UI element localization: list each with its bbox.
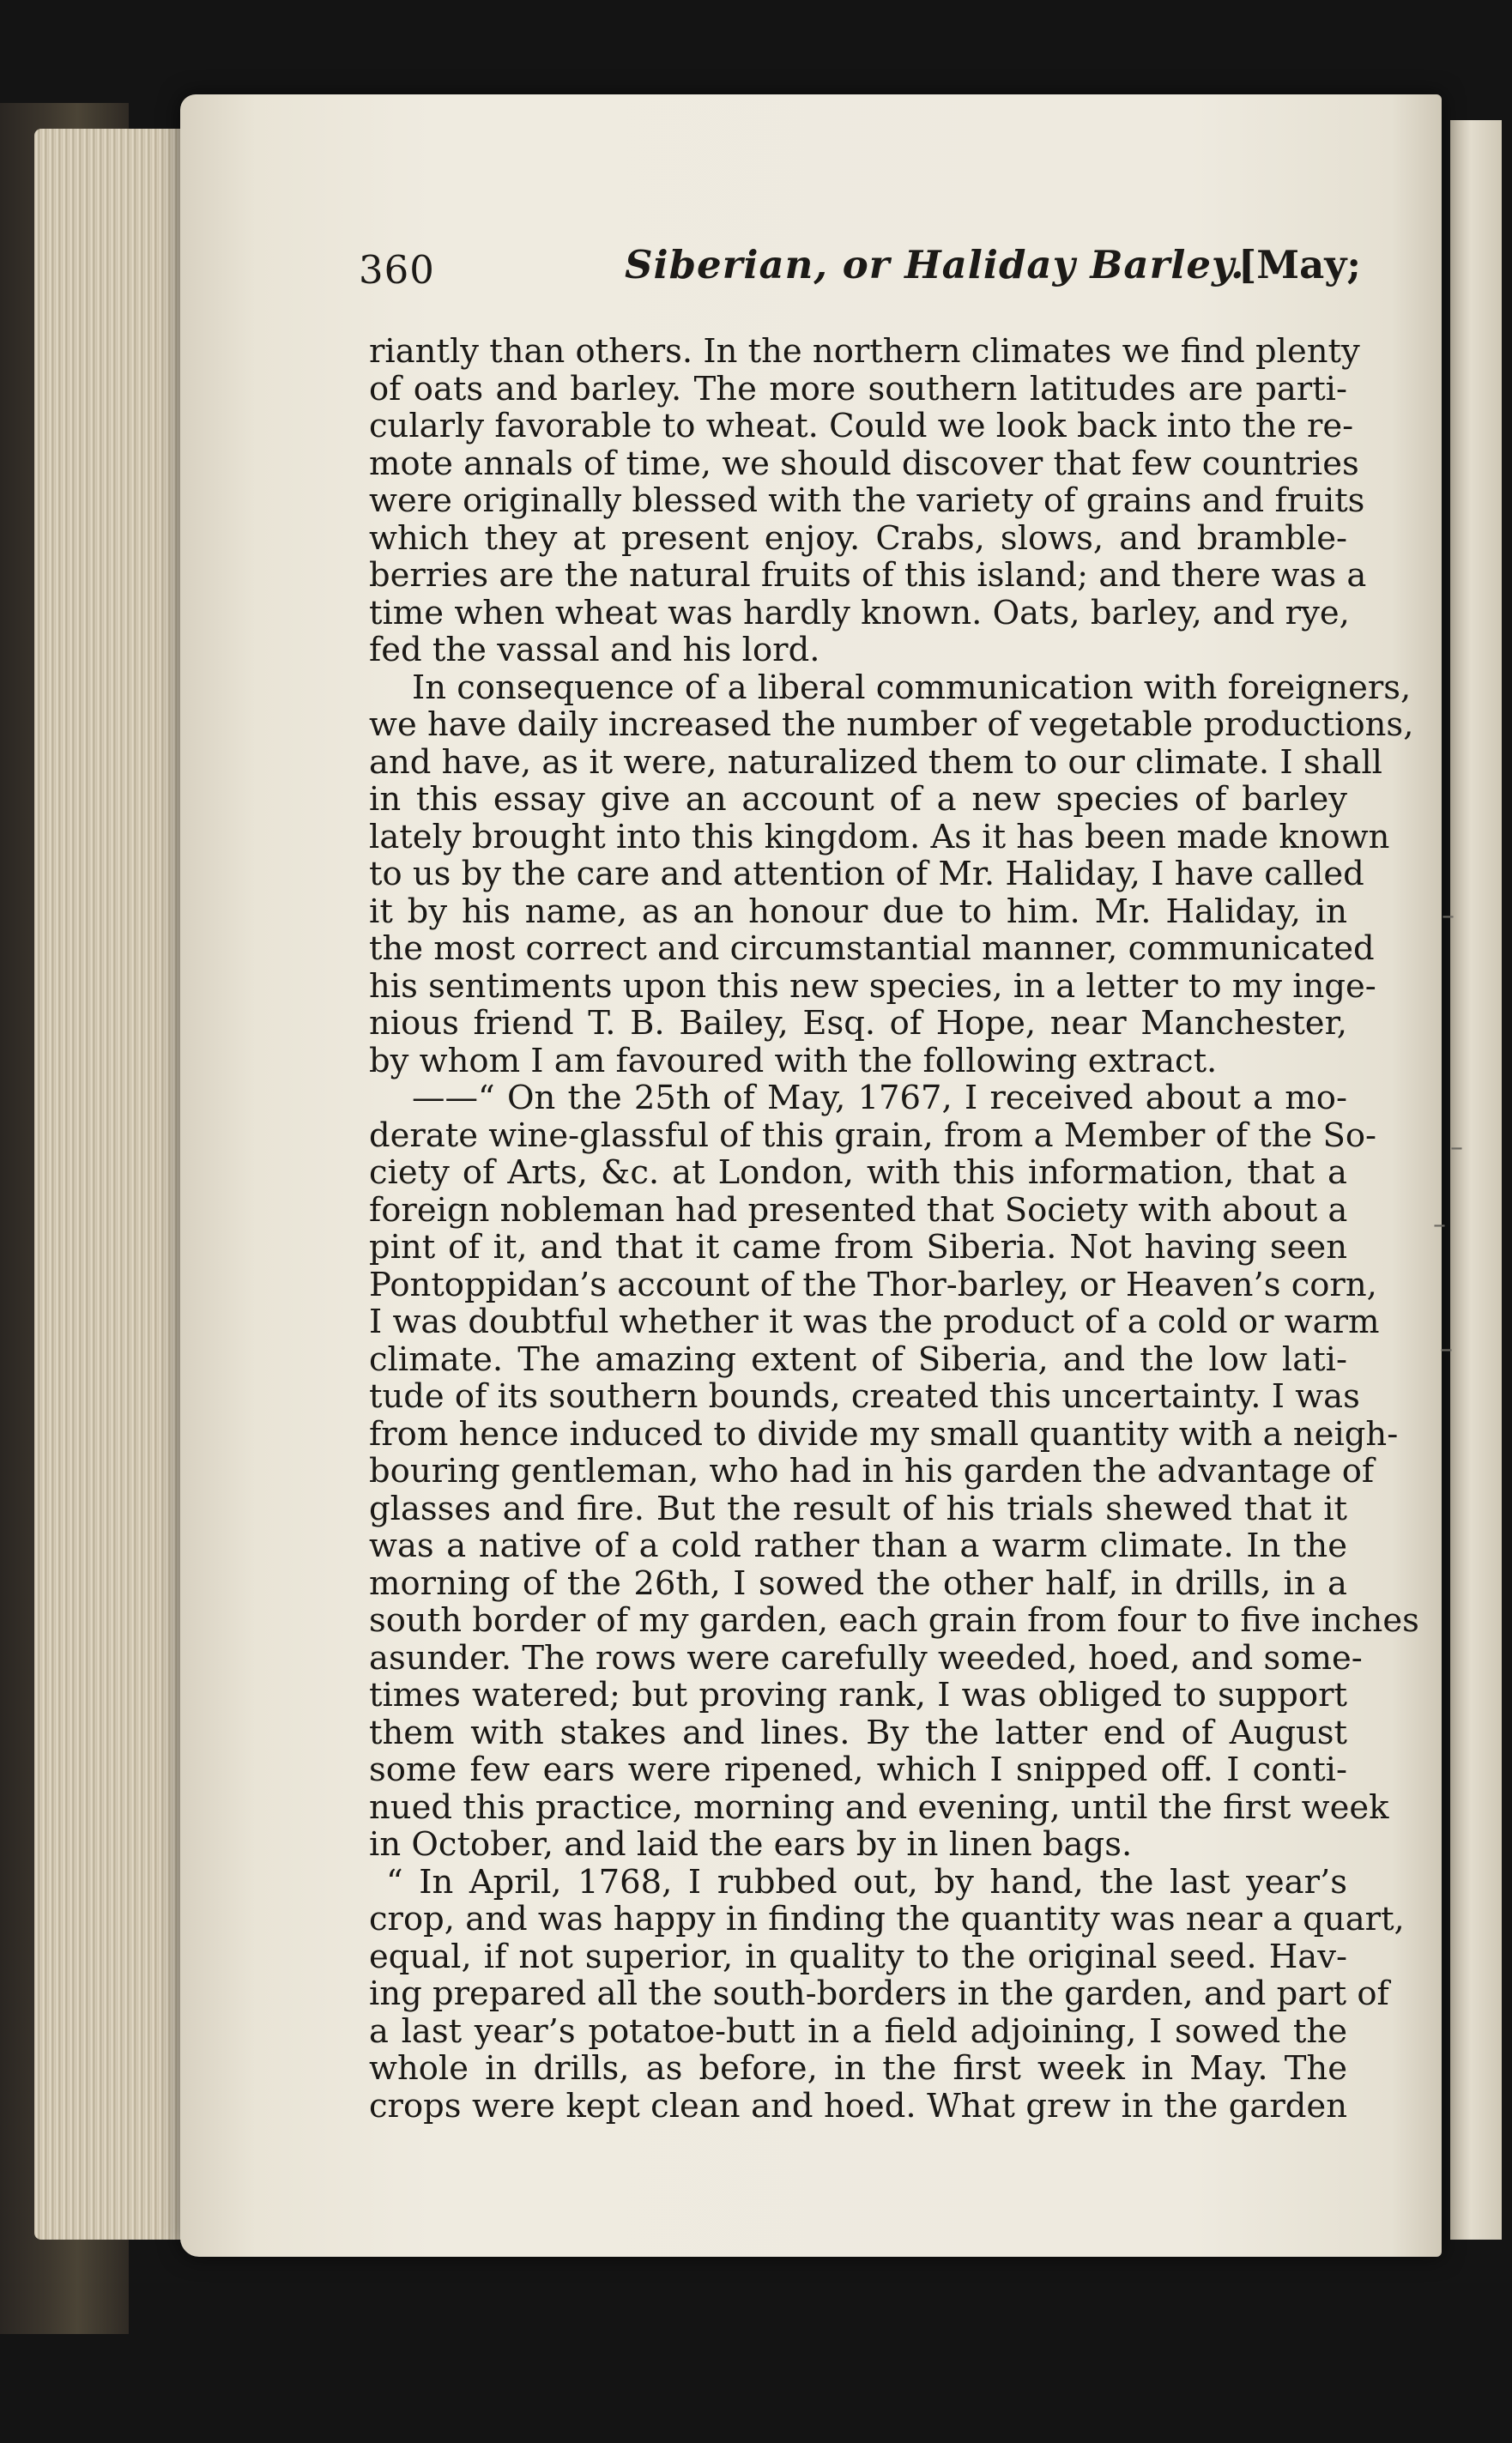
text-line: crops were kept clean and hoed. What grew in the garden xyxy=(369,2086,1347,2126)
text-line: crop, and was happy in finding the quantity was near a quart, xyxy=(369,1900,1405,1938)
text-line: some few ears were ripened, which I snipped off. I conti- xyxy=(369,1751,1347,1789)
right-leaf-edge xyxy=(1450,120,1502,2240)
text-line: Pontoppidan’s account of the Thor-barley, or Heaven’s corn, xyxy=(369,1265,1377,1304)
text-line: his sentiments upon this new species, in a letter to my inge- xyxy=(369,966,1376,1006)
text-line: bouring gentleman, who had in his garden the advantage of xyxy=(369,1452,1375,1491)
text-line: it by his name, as an honour due to him. Mr. Haliday, in xyxy=(369,892,1347,931)
text-line: glasses and fire. But the result of his trials shewed that it xyxy=(369,1489,1347,1528)
text-line: asunder. The rows were carefully weeded, hoed, and some- xyxy=(369,1638,1363,1678)
text-line: we have daily increased the number of vegetable productions, xyxy=(369,705,1414,744)
text-line: from hence induced to divide my small quantity with a neigh- xyxy=(369,1414,1399,1454)
text-line: fed the vassal and his lord. xyxy=(369,631,820,669)
text-line: whole in drills, as before, in the first week in May. The xyxy=(369,2049,1347,2088)
text-line: to us by the care and attention of Mr. Haliday, I have called xyxy=(369,855,1364,893)
margin-mark: – xyxy=(1450,1133,1463,1163)
text-line: berries are the natural fruits of this island; and there was a xyxy=(369,556,1367,595)
text-line: derate wine-glassful of this grain, from a Member of the So- xyxy=(369,1116,1377,1155)
running-title: Siberian, or Haliday Barley. xyxy=(625,242,1245,287)
page-number: 360 xyxy=(359,247,435,293)
text-line: equal, if not superior, in quality to the original seed. Hav- xyxy=(369,1937,1347,1976)
text-line: riantly than others. In the northern climates we find plenty xyxy=(369,332,1360,371)
text-line: time when wheat was hardly known. Oats, barley, and rye, xyxy=(369,593,1350,632)
text-line: I was doubtful whether it was the product of a cold or warm xyxy=(369,1303,1380,1341)
text-line: In consequence of a liberal communication with foreigners, xyxy=(412,668,1412,707)
text-line: of oats and barley. The more southern latitudes are parti- xyxy=(369,369,1347,408)
text-line: tude of its southern bounds, created this uncertainty. I was xyxy=(369,1377,1360,1416)
text-line: which they at present enjoy. Crabs, slows, and bramble- xyxy=(369,518,1347,558)
text-line: mote annals of time, we should discover that few countries xyxy=(369,444,1359,483)
text-line: the most correct and circumstantial manner, communicated xyxy=(369,929,1375,968)
text-line: morning of the 26th, I sowed the other half, in drills, in a xyxy=(369,1563,1347,1603)
text-line: times watered; but proving rank, I was obliged to support xyxy=(369,1676,1347,1714)
text-line: south border of my garden, each grain from four to five inches xyxy=(369,1601,1419,1640)
text-line: ——“ On the 25th of May, 1767, I received about a mo- xyxy=(412,1079,1347,1117)
text-line: nued this practice, morning and evening, until the first week xyxy=(369,1787,1389,1827)
text-line: “ In April, 1768, I rubbed out, by hand, the last year’s xyxy=(386,1862,1347,1902)
text-line: lately brought into this kingdom. As it has been made known xyxy=(369,817,1390,856)
text-line: foreign nobleman had presented that Society with about a xyxy=(369,1190,1348,1230)
text-line: a last year’s potatoe-butt in a field adjoining, I sowed the xyxy=(369,2011,1347,2051)
margin-mark: – xyxy=(1442,901,1455,931)
text-line: nious friend T. B. Bailey, Esq. of Hope, near Manchester, xyxy=(369,1004,1347,1043)
text-line: climate. The amazing extent of Siberia, and the low lati- xyxy=(369,1339,1347,1379)
text-line: them with stakes and lines. By the latter end of August xyxy=(369,1713,1347,1752)
body-text xyxy=(369,332,1419,2126)
text-line: were originally blessed with the variety of grains and fruits xyxy=(369,481,1365,520)
text-line: was a native of a cold rather than a warm climate. In the xyxy=(369,1527,1347,1565)
text-line: pint of it, and that it came from Siberia. Not having seen xyxy=(369,1228,1347,1267)
text-line: ing prepared all the south-borders in the garden, and part of xyxy=(369,1974,1389,2013)
text-line: cularly favorable to wheat. Could we look back into the re- xyxy=(369,407,1354,445)
text-line: in October, and laid the ears by in linen bags. xyxy=(369,1825,1133,1864)
month-note: [May; xyxy=(1237,242,1361,287)
text-line: by whom I am favoured with the following extract. xyxy=(369,1041,1218,1080)
text-line: and have, as it were, naturalized them to our climate. I shall xyxy=(369,742,1382,782)
text-line: in this essay give an account of a new species of barley xyxy=(369,780,1347,819)
text-line: ciety of Arts, &c. at London, with this information, that a xyxy=(369,1153,1347,1192)
page-header xyxy=(359,242,1361,302)
margin-mark: – xyxy=(1440,1334,1453,1364)
margin-mark: – xyxy=(1433,1210,1446,1240)
